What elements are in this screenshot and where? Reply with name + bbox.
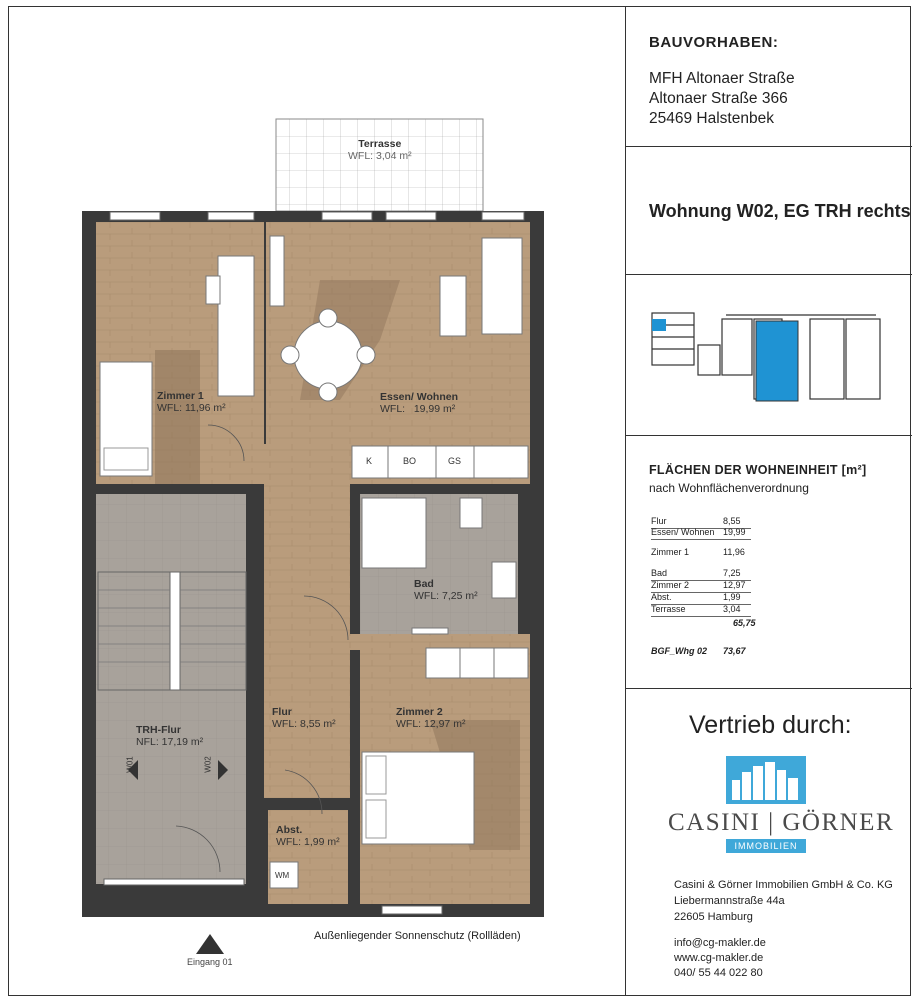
key-plan-icon: [626, 275, 912, 436]
sales-heading: Vertrieb durch:: [689, 711, 852, 739]
label-waschmaschine: WM: [275, 871, 290, 880]
label-abstellraum: Abst. WFL: 1,99 m²: [276, 824, 340, 848]
label-door-w02: W02: [203, 756, 213, 773]
company-name: Casini & Görner Immobilien GmbH & Co. KG: [674, 879, 893, 891]
unit-section: [626, 147, 912, 275]
project-line-1: MFH Altonaer Straße: [649, 70, 795, 87]
areas-section: [626, 436, 912, 689]
label-door-w01: W01: [125, 756, 135, 773]
label-trh-flur: TRH-Flur NFL: 17,19 m²: [136, 724, 204, 748]
area-row: Abst. 1,99: [651, 592, 751, 605]
sales-section: [626, 689, 912, 996]
entrance-label: Eingang 01: [187, 957, 233, 967]
area-row: Flur 8,55: [651, 516, 751, 529]
company-logo-name: CASINI | GÖRNER: [668, 809, 895, 836]
areas-total: 65,75: [733, 618, 756, 628]
label-zimmer-1: Zimmer 1 WFL: 11,96 m²: [157, 390, 226, 414]
area-row: Essen/ Wohnen 19,99: [651, 527, 751, 540]
company-street: Liebermannstraße 44a: [674, 895, 785, 907]
room-flur: [264, 444, 350, 798]
company-logo-sub: IMMOBILIEN: [726, 839, 806, 853]
project-line-3: 25469 Halstenbek: [649, 110, 774, 127]
label-zimmer-2: Zimmer 2 WFL: 12,97 m²: [396, 706, 466, 730]
area-row: Zimmer 2 12,97: [651, 580, 751, 593]
label-flur: Flur WFL: 8,55 m²: [272, 706, 336, 730]
key-plan-section: [626, 275, 912, 436]
company-website[interactable]: www.cg-makler.de: [674, 952, 764, 964]
company-logo-icon: [726, 756, 806, 804]
area-row: Terrasse 3,04: [651, 604, 751, 617]
sunshade-note: Außenliegender Sonnenschutz (Rollläden): [314, 930, 521, 942]
company-email[interactable]: info@cg-makler.de: [674, 937, 766, 949]
label-backofen: BO: [403, 456, 417, 466]
label-essen-wohnen: Essen/ Wohnen WFL: 19,99 m²: [380, 391, 458, 415]
area-row: Zimmer 1 11,96: [651, 547, 745, 557]
unit-title: Wohnung W02, EG TRH rechts: [649, 201, 911, 221]
label-terrasse: Terrasse WFL: 3,04 m²: [348, 138, 412, 162]
info-panel: [625, 6, 912, 996]
area-row: Bad 7,25: [651, 568, 751, 581]
company-city: 22605 Hamburg: [674, 911, 753, 923]
company-phone: 040/ 55 44 022 80: [674, 967, 763, 979]
label-bad: Bad WFL: 7,25 m²: [414, 578, 478, 602]
bgf-row: BGF_Whg 02 73,67: [651, 646, 746, 656]
areas-subheading: nach Wohnflächenverordnung: [649, 481, 809, 495]
label-kuehlschrank: K: [366, 456, 373, 466]
project-heading: BAUVORHABEN:: [649, 34, 779, 51]
areas-heading: FLÄCHEN DER WOHNEINHEIT [m²]: [649, 463, 867, 477]
project-line-2: Altonaer Straße 366: [649, 90, 788, 107]
project-section: [626, 6, 912, 147]
label-geschirrspueler: GS: [448, 456, 462, 466]
